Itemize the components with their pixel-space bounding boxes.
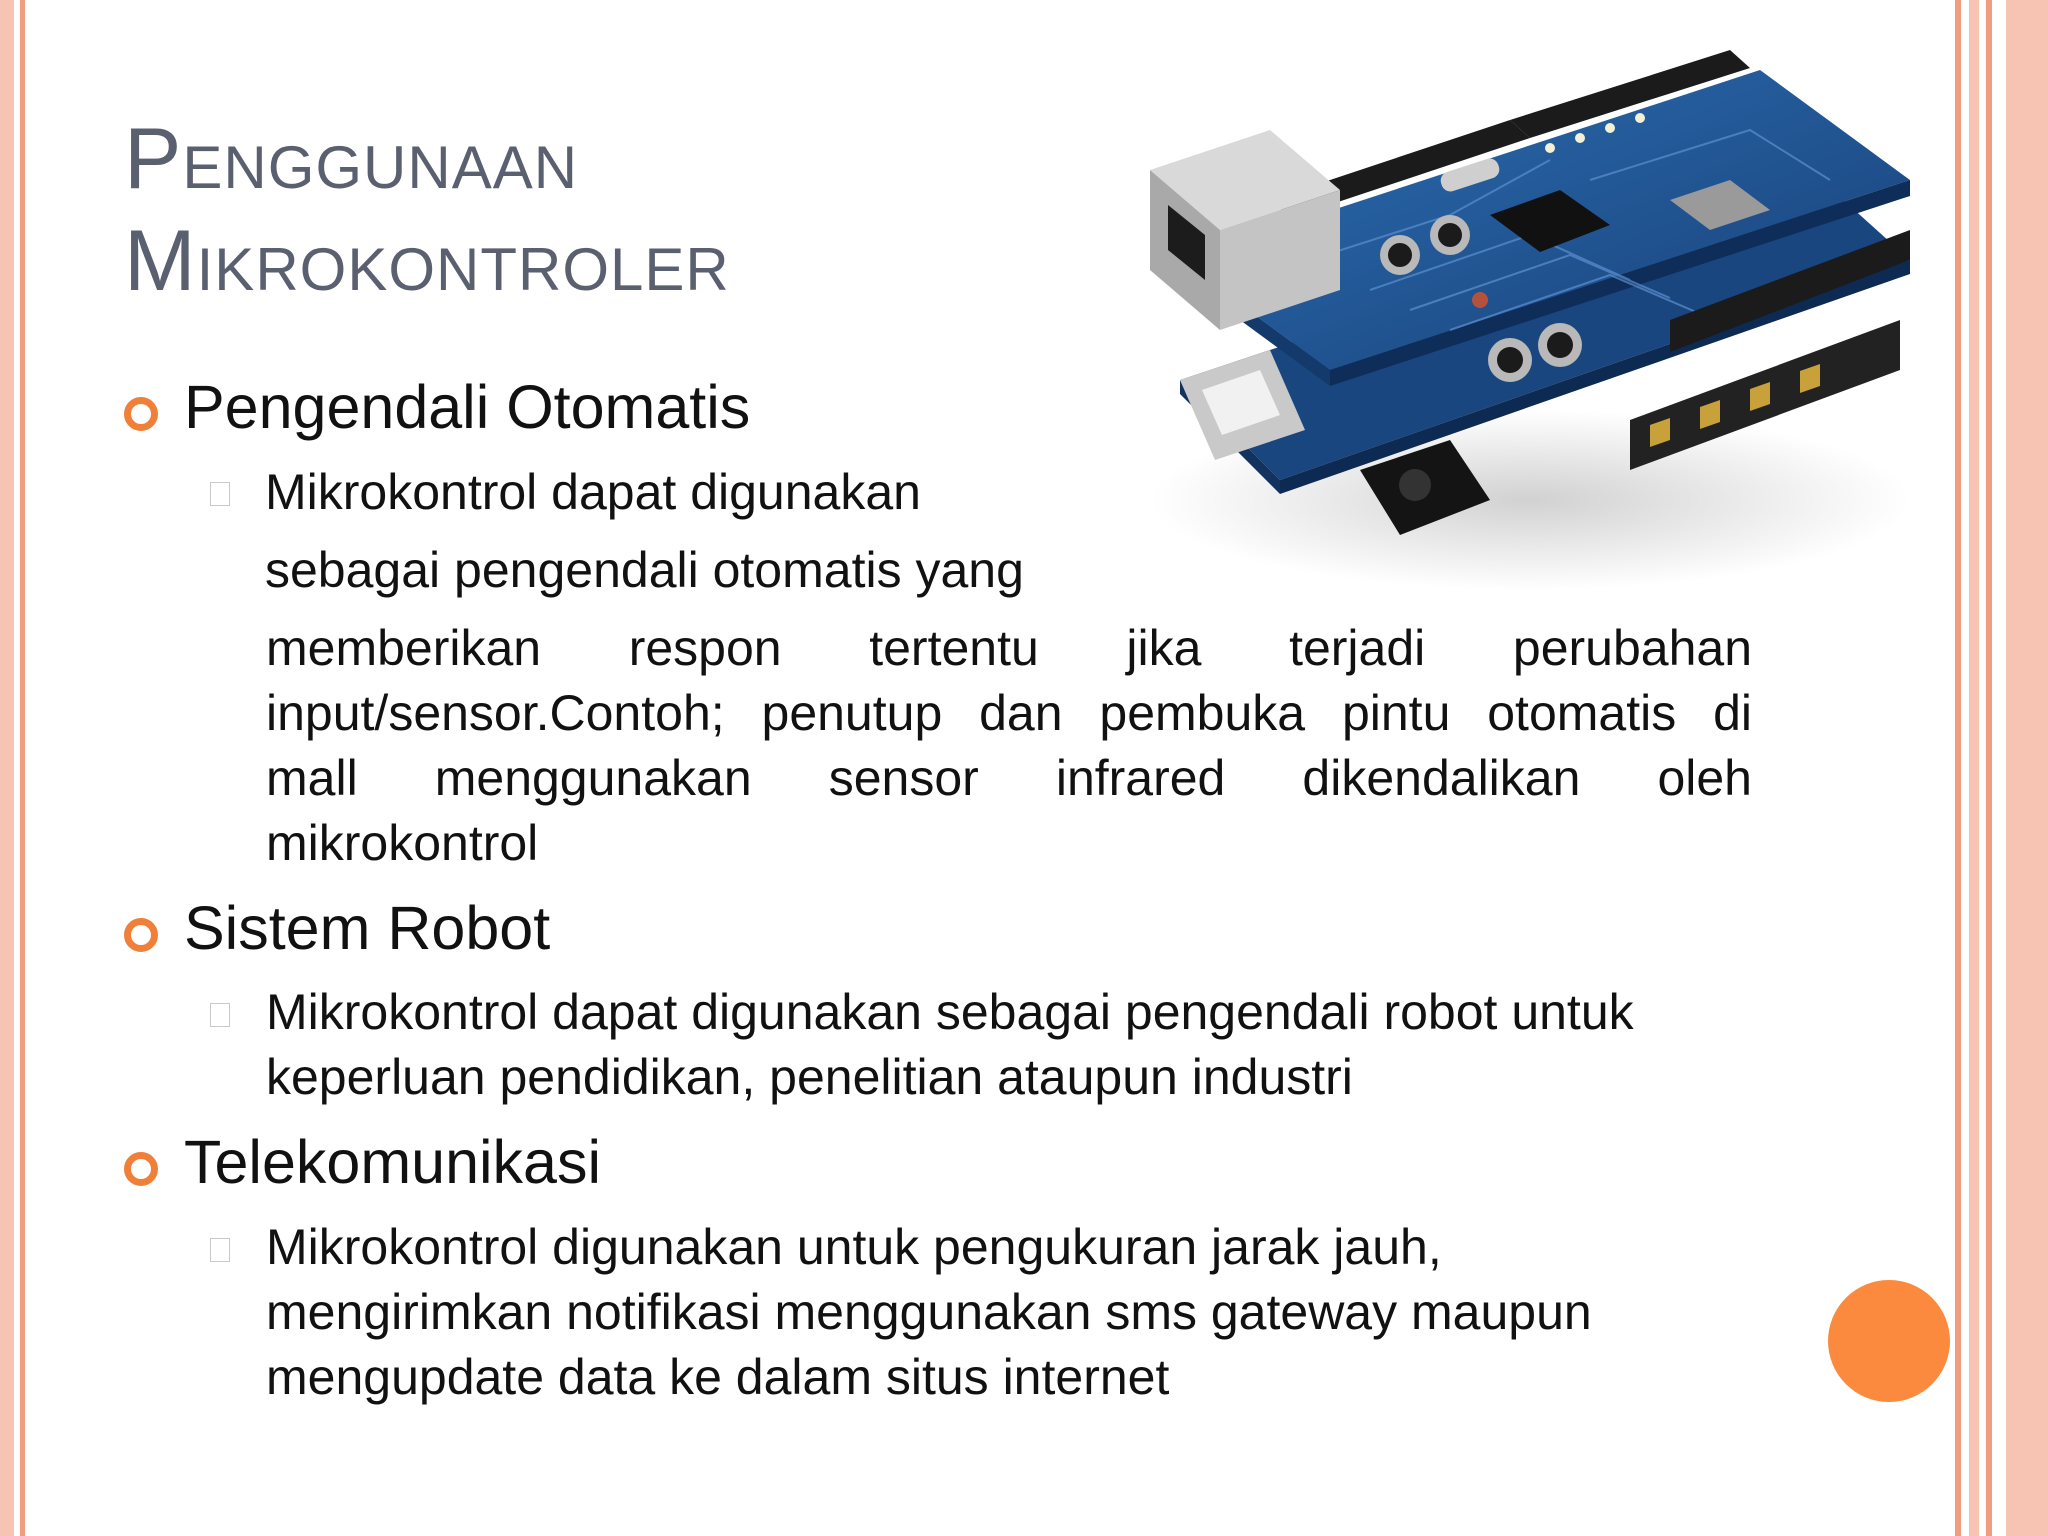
title-line-2: Mikrokontroler <box>124 213 730 309</box>
section-1-heading: Pengendali Otomatis <box>184 373 751 441</box>
section-1-line-4: input/sensor.Contoh; penutup dan pembuka pintu otomatis di <box>266 685 1752 741</box>
title-line-1: Penggunaan <box>124 111 579 207</box>
section-2-line-1: Mikrokontrol dapat digunakan sebagai pengendali robot untuk <box>266 984 1634 1040</box>
section-3-bullet-icon <box>124 1152 158 1186</box>
section-2-line-2: keperluan pendidikan, penelitian ataupun industri <box>266 1049 1353 1105</box>
left-border-inner <box>20 0 25 1536</box>
left-border-outer <box>0 0 14 1536</box>
section-2-sub-bullet-icon <box>210 1003 230 1027</box>
section-3-heading: Telekomunikasi <box>184 1128 602 1196</box>
section-1-line-2: sebagai pengendali otomatis yang <box>265 542 1024 598</box>
right-border-gap-3 <box>1992 0 2006 1536</box>
section-1-bullet-icon <box>124 397 158 431</box>
section-3-line-3: mengupdate data ke dalam situs internet <box>266 1349 1170 1405</box>
arduino-board-image <box>1110 30 1920 630</box>
section-2-bullet-icon <box>124 918 158 952</box>
section-2-heading: Sistem Robot <box>184 894 551 962</box>
right-border-gap-1 <box>1961 0 1969 1536</box>
section-3-sub-bullet-icon <box>210 1238 230 1262</box>
section-3-line-1: Mikrokontrol digunakan untuk pengukuran jarak jauh, <box>266 1219 1442 1275</box>
section-1-sub-bullet-icon <box>210 482 230 506</box>
section-1-line-5: mall menggunakan sensor infrared dikendalikan oleh <box>266 750 1752 806</box>
section-1-line-6: mikrokontrol <box>266 815 539 871</box>
slide-title <box>124 108 730 312</box>
section-1-line-3: memberikan respon tertentu jika terjadi perubahan <box>266 620 1752 676</box>
section-1-line-1: Mikrokontrol dapat digunakan <box>265 464 921 520</box>
right-border-line-2 <box>1969 0 1979 1536</box>
right-border-gap-2 <box>1979 0 1986 1536</box>
section-3-line-2: mengirimkan notifikasi menggunakan sms gateway maupun <box>266 1284 1592 1340</box>
right-border-band <box>2006 0 2048 1536</box>
decorative-orange-circle <box>1828 1280 1950 1402</box>
